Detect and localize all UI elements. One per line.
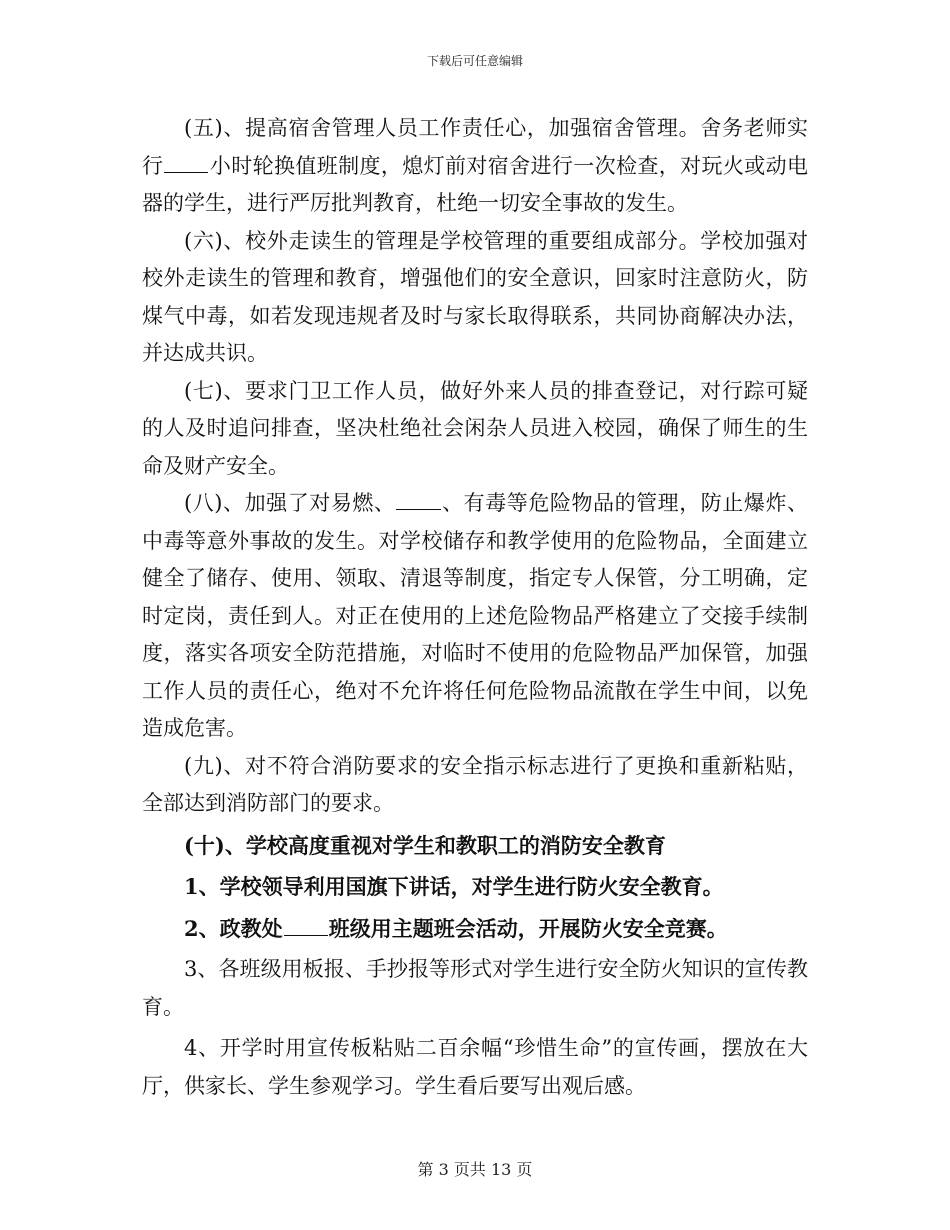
- list-item-2: [142, 910, 808, 948]
- paragraph-text: 小时轮换值班制度，熄灯前对宿舍进行一次检查，对玩火或动电器的学生，进行严厉批判教育，杜绝一切安全事故的发生。: [142, 153, 809, 215]
- page-header: 下载后可任意编辑: [426, 54, 523, 68]
- page-footer: 第 3 页共 13 页: [417, 1160, 533, 1179]
- paragraph-text: 班级用主题班会活动，开展防火安全竞赛。: [328, 915, 728, 941]
- paragraph-7: (七)、要求门卫工作人员，做好外来人员的排查登记，对行踪可疑的人及时追问排查，坚决杜绝社会闲杂人员进入校园，确保了师生的生命及财产安全。: [142, 378, 808, 478]
- paragraph-text: 、有毒等危险物品的管理，防止爆炸、中毒等意外事故的发生。对学校储存和教学使用的危险物品，全面建立健全了储存、使用、领取、清退等制度，指定专人保管，分工明确，定时定岗，责任到人。对正在使用的上述危险物品严格建立了交接手续制度，落实各项安全防范措施，对临时不使用的危险物品严加保管，加强工作人员的责任心，绝对不允许将任何危险物品流散在学生中间，以免造成危害。: [142, 491, 808, 740]
- list-item-1: 1、学校领导利用国旗下讲话，对学生进行防火安全教育。: [184, 874, 724, 899]
- fill-blank: [164, 151, 208, 173]
- document-body: [142, 110, 808, 1105]
- paragraph-text: (八)、加强了对易燃、: [184, 491, 396, 515]
- paragraph-6: (六)、校外走读生的管理是学校管理的重要组成部分。学校加强对校外走读生的管理和教育，增强他们的安全意识，回家时注意防火，防煤气中毒，如若发现违规者及时与家长取得联系，共同协商解决办法，并达成共识。: [142, 228, 808, 365]
- fill-blank: [396, 488, 440, 510]
- list-item-3: 3、各班级用板报、手抄报等形式对学生进行安全防火知识的宣传教育。: [142, 957, 808, 1019]
- section-heading-10: (十)、学校高度重视对学生和教职工的消防安全教育: [184, 832, 666, 858]
- list-item-4: 4、开学时用宣传板粘贴二百余幅“珍惜生命”的宣传画，摆放在大厅，供家长、学生参观学习。学生看后要写出观后感。: [142, 1036, 808, 1098]
- fill-blank: [284, 914, 328, 936]
- paragraph-8: [142, 485, 808, 748]
- paragraph-9: (九)、对不符合消防要求的安全指示标志进行了更换和重新粘贴，全部达到消防部门的要求。: [142, 753, 808, 815]
- paragraph-text: 2、政教处: [184, 915, 283, 941]
- paragraph-5: [142, 110, 808, 223]
- paragraph-text: (五)、提高宿舍管理人员工作责任心，加强宿舍管理。舍务老师实行: [142, 116, 808, 178]
